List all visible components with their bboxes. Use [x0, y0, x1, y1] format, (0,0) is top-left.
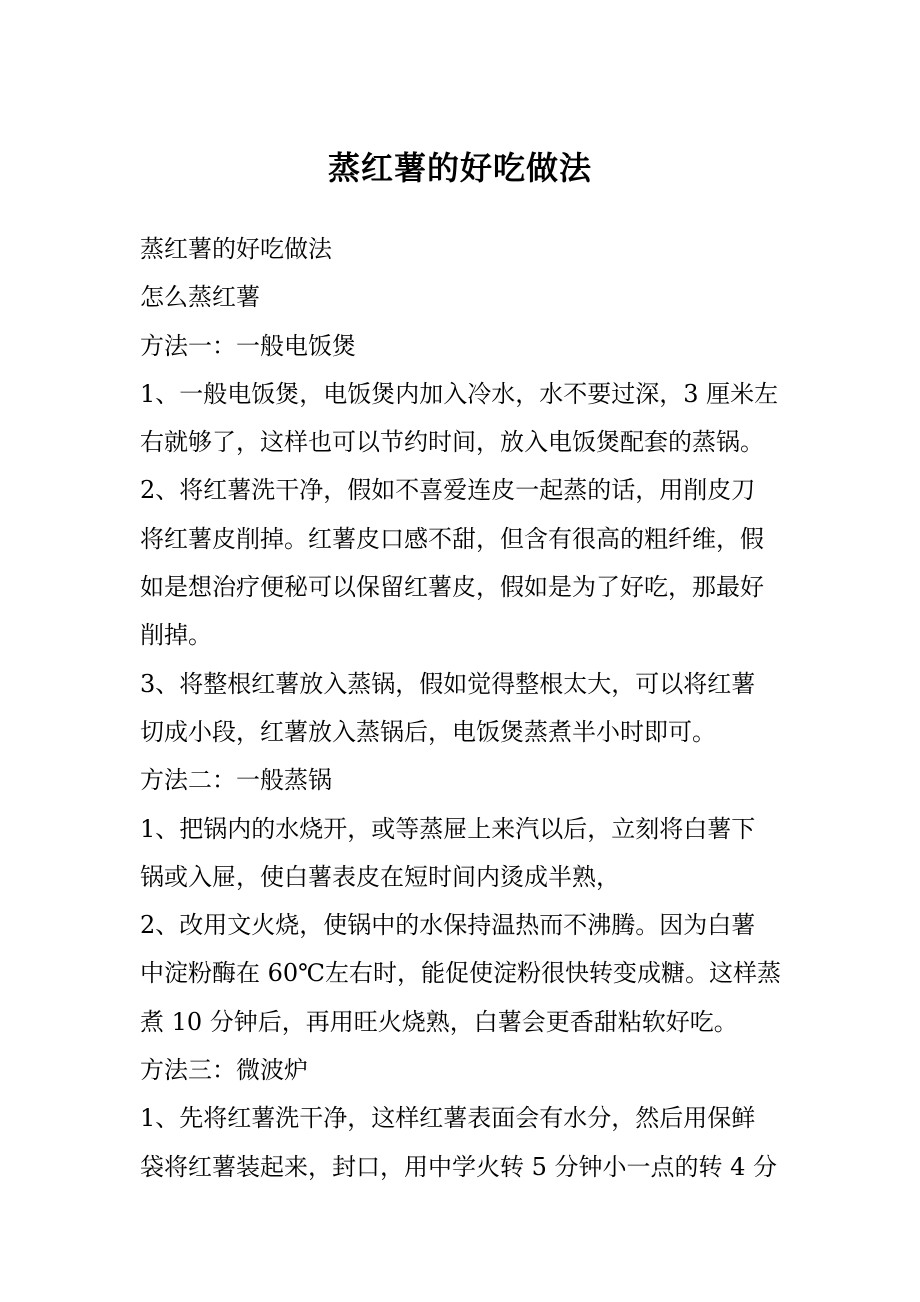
document-body — [140, 225, 800, 1191]
paragraph-line: 锅或入屉，使白薯表皮在短时间内烫成半熟， — [140, 862, 620, 891]
paragraph-line: 将红薯皮削掉。红薯皮口感不甜，但含有很高的粗纤维，假 — [140, 524, 764, 553]
paragraph-line: 1、先将红薯洗干净，这样红薯表面会有水分，然后用保鲜 — [140, 1104, 756, 1133]
paragraph-line: 1、一般电饭煲，电饭煲内加入冷水，水不要过深，3 厘米左 — [140, 379, 779, 408]
method-heading: 方法一：一般电饭煲 — [140, 331, 356, 360]
paragraph-line: 如是想治疗便秘可以保留红薯皮，假如是为了好吃，那最好 — [140, 573, 764, 602]
paragraph-line: 袋将红薯装起来，封口，用中学火转 5 分钟小一点的转 4 分 — [140, 1152, 778, 1181]
paragraph-line: 削掉。 — [140, 621, 212, 650]
subtitle-line: 蒸红薯的好吃做法 — [140, 235, 332, 263]
paragraph-line: 3、将整根红薯放入蒸锅，假如觉得整根太大，可以将红薯 — [140, 669, 756, 698]
paragraph-line: 2、将红薯洗干净，假如不喜爱连皮一起蒸的话，用削皮刀 — [140, 476, 756, 505]
paragraph-line: 2、改用文火烧，使锅中的水保持温热而不沸腾。因为白薯 — [140, 911, 756, 940]
method-heading: 方法三：微波炉 — [140, 1056, 308, 1085]
paragraph-line: 煮 10 分钟后，再用旺火烧熟，白薯会更香甜粘软好吃。 — [140, 1007, 738, 1036]
paragraph-line: 1、把锅内的水烧开，或等蒸屉上来汽以后，立刻将白薯下 — [140, 814, 756, 843]
method-heading: 方法二：一般蒸锅 — [140, 766, 332, 795]
paragraph-line: 中淀粉酶在 60℃左右时，能促使淀粉很快转变成糖。这样蒸 — [140, 959, 782, 988]
paragraph-line: 右就够了，这样也可以节约时间，放入电饭煲配套的蒸锅。 — [140, 428, 764, 457]
section-heading: 怎么蒸红薯 — [140, 283, 260, 312]
document-title: 蒸红薯的好吃做法 — [327, 149, 592, 187]
paragraph-line: 切成小段，红薯放入蒸锅后，电饭煲蒸煮半小时即可。 — [140, 717, 716, 746]
